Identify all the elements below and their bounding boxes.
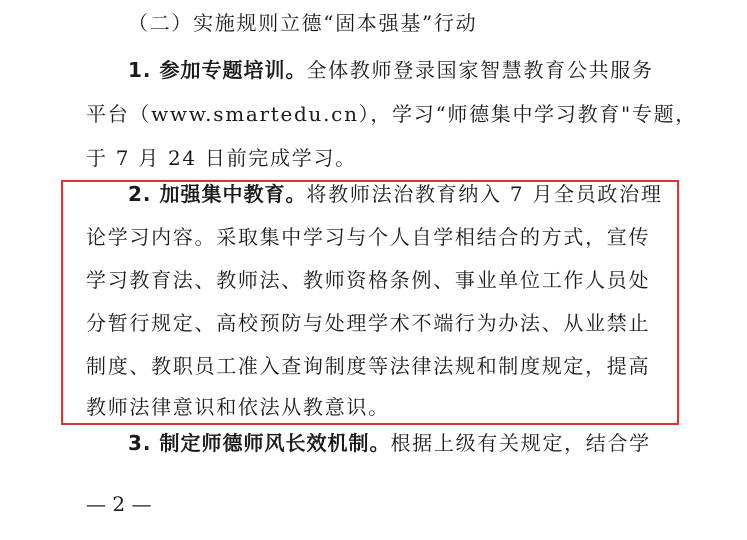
item2-first-line	[128, 180, 663, 208]
item3-text-line1: 根据上级有关规定，结合学	[390, 431, 651, 455]
item2-text-line3: 学习教育法、教师法、教师资格条例、事业单位工作人员处	[86, 268, 651, 292]
item2-text-line5: 制度、教职员工准入查询制度等法律法规和制度规定，提高	[86, 354, 651, 378]
item1-text-line1: 全体教师登录国家智慧教育公共服务	[306, 58, 654, 82]
item2-text-line1: 将教师法治教育纳入 7 月全员政治理	[306, 182, 663, 206]
item2-text-line2: 论学习内容。采取集中学习与个人自学相结合的方式，宣传	[86, 225, 651, 249]
highlight-box	[61, 180, 679, 425]
section-heading: （二）实施规则立德“固本强基”行动	[128, 11, 478, 35]
item3-first-line	[128, 429, 651, 457]
item2-text-line4: 分暂行规定、高校预防与处理学术不端行为办法、从业禁止	[86, 311, 651, 335]
item1-text-line3: 于 7 月 24 日前完成学习。	[86, 146, 357, 170]
page-number: — 2 —	[86, 492, 152, 516]
item1-text-line2: 平台（www.smartedu.cn），学习“师德集中学习教育"专题，	[86, 102, 697, 126]
item2-text-line6: 教师法律意识和依法从教意识。	[86, 395, 390, 419]
item1-first-line	[128, 56, 654, 84]
item3-title: 3. 制定师德师风长效机制。	[128, 431, 391, 455]
item1-title: 1. 参加专题培训。	[128, 58, 307, 82]
item2-title: 2. 加强集中教育。	[128, 182, 307, 206]
